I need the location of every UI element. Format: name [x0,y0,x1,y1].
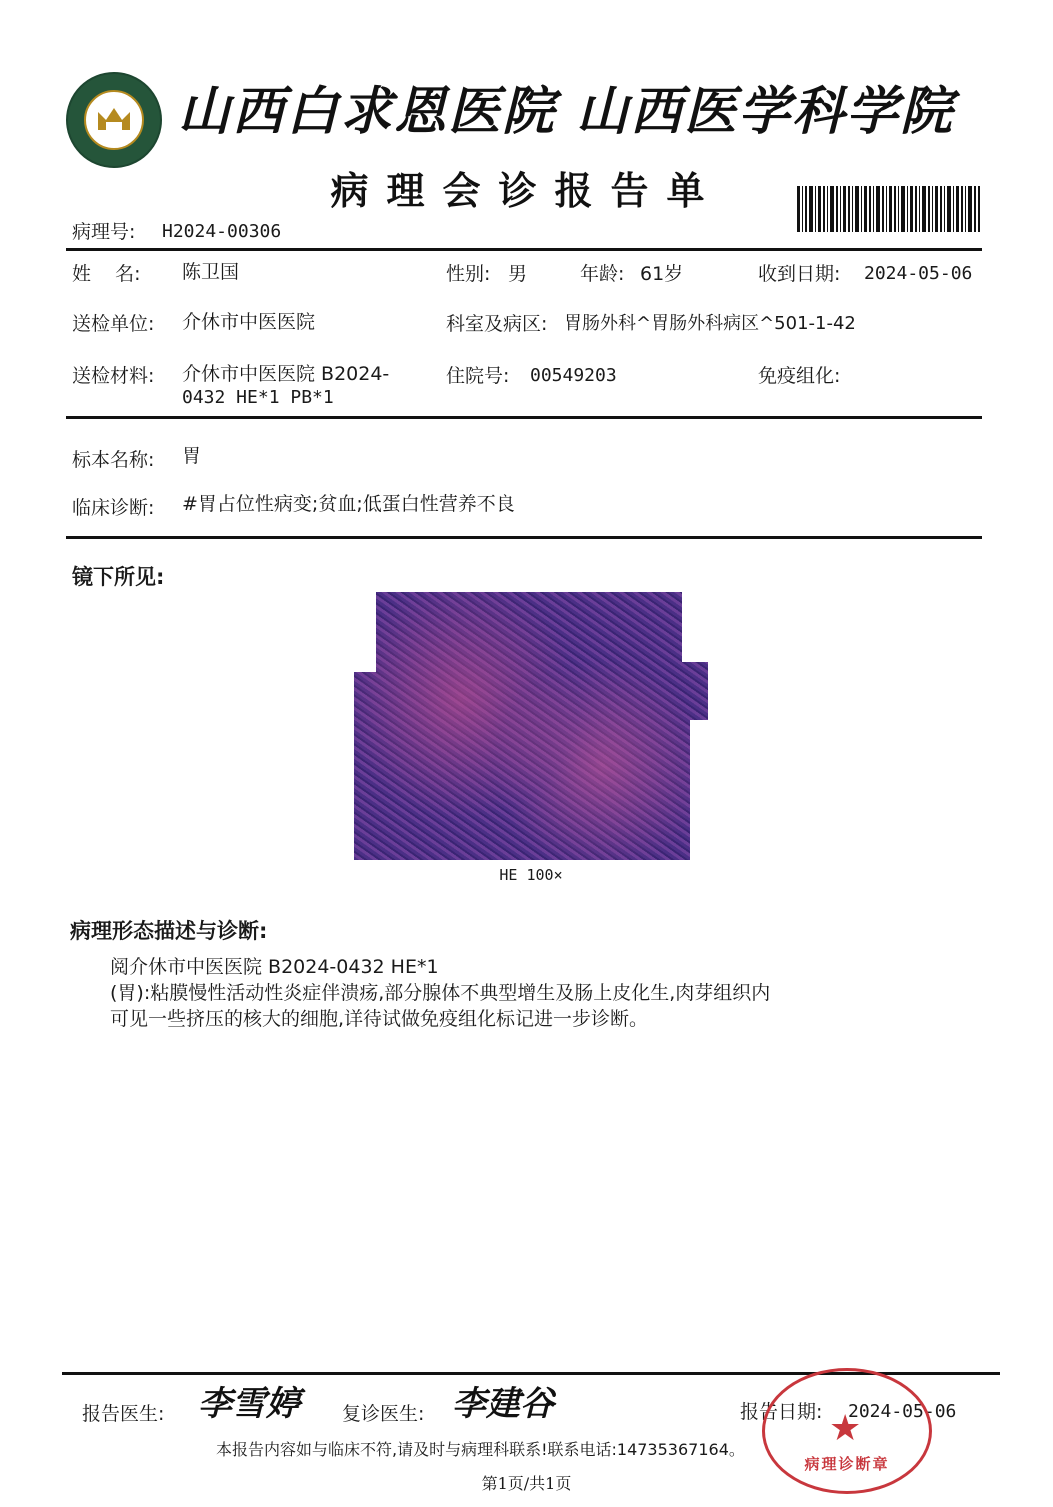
patient-sex: 男 [508,263,528,285]
submitting-unit: 介休市中医医院 [182,311,316,333]
received-date-label: 收到日期: [758,263,841,285]
age-label: 年龄: [580,263,625,285]
pathology-no-label: 病理号: [72,221,136,243]
patient-name: 陈卫国 [182,261,240,283]
micrograph-caption: HE 100× [499,866,563,884]
department: 胃肠外科^胃肠外科病区^501-1-42 [564,313,856,334]
name-label: 姓 名: [72,263,141,285]
diagnosis-line-3: 可见一些挤压的核大的细胞,详待试做免疫组化标记进一步诊断。 [110,1008,649,1030]
hospital-names: 山西白求恩医院 山西医学科学院 [178,81,955,142]
pathology-seal [762,1368,932,1494]
divider [66,248,982,251]
received-date: 2024-05-06 [864,263,973,284]
material-line2: 0432 HE*1 PB*1 [182,387,334,408]
diagnosis-line-2: (胃):粘膜慢性活动性炎症伴溃疡,部分腺体不典型增生及肠上皮化生,肉芽组织内 [110,982,771,1004]
micrograph-image [354,592,708,860]
patient-age: 61岁 [640,263,684,285]
specimen-label: 标本名称: [72,449,155,471]
barcode-icon [797,186,980,232]
review-doctor-signature: 李建谷 [452,1384,554,1424]
sex-label: 性别: [446,263,491,285]
seal-text: 病理诊断章 [804,1455,890,1473]
ihc-label: 免疫组化: [758,365,841,387]
clinical-label: 临床诊断: [72,497,155,519]
report-doctor-label: 报告医生: [82,1403,165,1425]
contact-notice: 本报告内容如与临床不符,请及时与病理科联系!联系电话:14735367164。 [216,1440,745,1459]
admission-label: 住院号: [446,365,510,387]
report-doctor-signature: 李雪婷 [198,1384,300,1424]
star-icon: ★ [829,1408,862,1449]
dept-label: 科室及病区: [446,313,548,335]
review-doctor-label: 复诊医生: [342,1403,425,1425]
report-date: 2024-05-06 [848,1401,957,1422]
crown-icon [84,90,144,150]
diagnosis-heading: 病理形态描述与诊断: [70,919,268,943]
microscopy-heading: 镜下所见: [72,565,165,589]
diagnosis-line-1: 阅介休市中医医院 B2024-0432 HE*1 [110,956,439,978]
document-title: 病理会诊报告单 [330,169,723,213]
specimen-name: 胃 [182,445,202,467]
admission-no: 00549203 [530,365,617,386]
unit-label: 送检单位: [72,313,155,335]
clinical-diagnosis: #胃占位性病变;贫血;低蛋白性营养不良 [182,493,515,515]
material-line1: 介休市中医医院 B2024- [182,363,390,385]
material-label: 送检材料: [72,365,155,387]
pathology-no: H2024-00306 [162,221,282,242]
divider [66,416,982,419]
report-date-label: 报告日期: [740,1401,823,1423]
hospital-logo [66,72,162,168]
page-number: 第1页/共1页 [481,1474,572,1493]
divider [66,536,982,539]
